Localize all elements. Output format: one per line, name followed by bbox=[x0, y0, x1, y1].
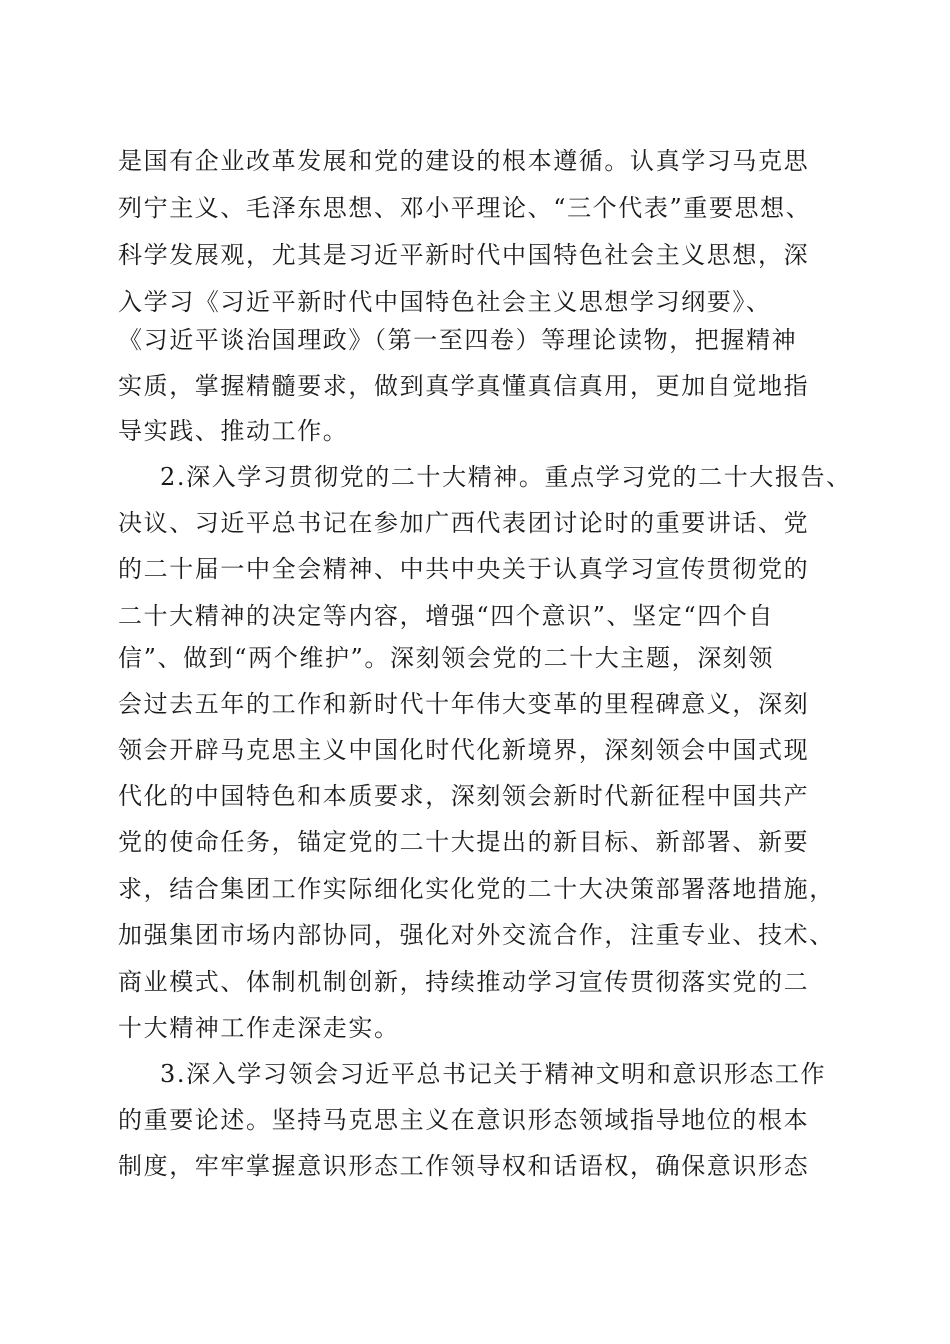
item-3-heading-line: 3.深入学习领会习近平总书记关于精神文明和意识形态工作 bbox=[160, 1060, 827, 1088]
text-line: 入学习《习近平新时代中国特色社会主义思想学习纲要》、 bbox=[118, 288, 772, 316]
text-line: 实质，掌握精髓要求，做到真学真懂真信真用，更加自觉地指 bbox=[118, 372, 810, 400]
text-line: 的二十届一中全会精神、中共中央关于认真学习宣传贯彻党的 bbox=[118, 555, 810, 583]
text-line: 十大精神工作走深走实。 bbox=[118, 1014, 400, 1042]
text-line: 党的使命任务，锚定党的二十大提出的新目标、新部署、新要 bbox=[118, 828, 810, 856]
text-line: 加强集团市场内部协同，强化对外交流合作，注重专业、技术、 bbox=[118, 921, 835, 949]
text-line: 制度，牢牢掌握意识形态工作领导权和话语权，确保意识形态 bbox=[118, 1152, 810, 1180]
text-line: 列宁主义、毛泽东思想、邓小平理论、“三个代表”重要思想、 bbox=[118, 194, 812, 222]
text-line: 代化的中国特色和本质要求，深刻领会新时代新征程中国共产 bbox=[118, 782, 810, 810]
text-line: 信”、做到“两个维护”。深刻领会党的二十大主题，深刻领 bbox=[118, 644, 775, 672]
text-line: 《习近平谈治国理政》（第一至四卷）等理论读物，把握精神 bbox=[118, 326, 798, 354]
text-line: 科学发展观，尤其是习近平新时代中国特色社会主义思想，深 bbox=[118, 241, 810, 269]
text-line: 领会开辟马克思主义中国化时代化新境界，深刻领会中国式现 bbox=[118, 736, 810, 764]
text-line: 导实践、推动工作。 bbox=[118, 417, 349, 445]
text-line: 决议、习近平总书记在参加广西代表团讨论时的重要讲话、党 bbox=[118, 509, 810, 537]
item-2-heading-line: 2.深入学习贯彻党的二十大精神。重点学习党的二十大报告、 bbox=[160, 463, 852, 491]
text-line: 二十大精神的决定等内容，增强“四个意识”、坚定“四个自 bbox=[118, 602, 775, 630]
text-line: 商业模式、体制机制创新，持续推动学习宣传贯彻落实党的二 bbox=[118, 968, 810, 996]
text-line: 的重要论述。坚持马克思主义在意识形态领域指导地位的根本 bbox=[118, 1106, 810, 1134]
text-line: 会过去五年的工作和新时代十年伟大变革的里程碑意义，深刻 bbox=[118, 690, 810, 718]
text-line: 是国有企业改革发展和党的建设的根本遵循。认真学习马克思 bbox=[118, 147, 810, 175]
text-line: 求，结合集团工作实际细化实化党的二十大决策部署落地措施， bbox=[118, 875, 835, 903]
